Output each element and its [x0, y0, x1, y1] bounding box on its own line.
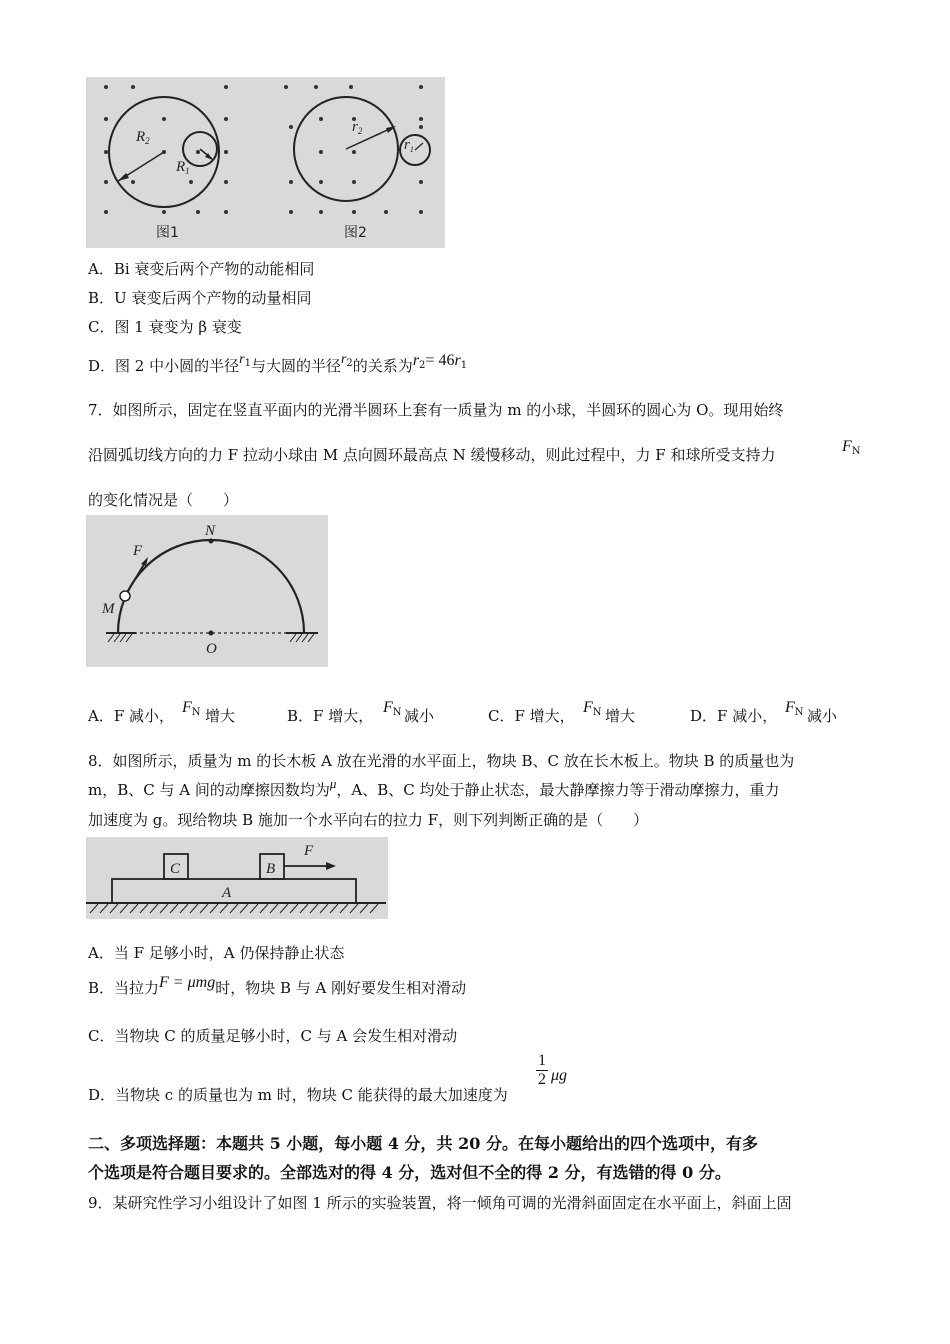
plank-blocks-figure: [86, 837, 388, 919]
field-dots: [104, 85, 423, 214]
q6-option-d: D．图 2 中小圆的半径$r^1$与大圆的半径$r^2$的关系为$r^2= 46r^1$: [88, 352, 468, 375]
q8-option-c: C．当物块 C 的质量足够小时，C 与 A 会发生相对滑动: [88, 1027, 458, 1045]
semicircle-diagram: [86, 515, 328, 667]
q8-option-a: A．当 F 足够小时，A 仍保持静止状态: [88, 944, 345, 962]
label-R1: $R_1$: [176, 159, 190, 176]
q7-option-b: B．F 增大，: [287, 707, 374, 725]
q7-option-a-tail: 增大: [205, 707, 236, 725]
q8-option-d: D．当物块 c 的质量也为 m 时，物块 C 能获得的最大加速度为: [88, 1086, 508, 1104]
label-R2: $R_2$: [136, 129, 150, 146]
point-N: [209, 539, 214, 544]
label-r2: $r_2$: [352, 119, 363, 136]
label-C: C: [170, 861, 181, 877]
point-O: [209, 631, 214, 636]
label-F: F: [304, 843, 314, 859]
q7-option-c: C．F 增大，: [488, 707, 575, 725]
section2-heading-line1: 二、多项选择题：本题共 5 小题，每小题 4 分，共 20 分。在每小题给出的四个选项中，有多: [88, 1134, 758, 1153]
q8-option-b: B．当拉力F = μmg时，物块 B 与 A 刚好要发生相对滑动: [88, 974, 467, 997]
magnetic-field-figure: [86, 77, 445, 248]
q7-option-c-tail: 增大: [605, 707, 636, 725]
q8-line1: 8．如图所示，质量为 m 的长木板 A 放在光滑的水平面上，物块 B、C 放在长木板上。物块 B 的质量也为: [88, 752, 795, 770]
semicircle-ring-figure: [86, 515, 328, 667]
decay-tracks-diagram: [86, 77, 445, 248]
semicircle-ring: [118, 540, 304, 633]
q7-option-d: D．F 减小，: [690, 707, 778, 725]
q7-option-d-FN: $F_N$: [785, 699, 804, 718]
label-N: N: [205, 523, 216, 539]
ball-M: [120, 591, 130, 601]
q7-line1: 7．如图所示，固定在竖直平面内的光滑半圆环上套有一质量为 m 的小球，半圆环的圆心为 O。现用始终: [88, 401, 784, 419]
q7-FN: $F_N$: [842, 438, 861, 457]
q6-option-b: B．U 衰变后两个产物的动量相同: [88, 289, 312, 307]
q8-line2: m，B、C 与 A 间的动摩擦因数均为μ，A、B、C 均处于静止状态，最大静摩擦力等于滑动摩擦力，重力: [88, 776, 780, 799]
section2-heading-line2: 个选项是符合题目要求的。全部选对的得 4 分，选对但不全的得 2 分，有选错的得 0 分。: [88, 1163, 731, 1182]
q7-line3: 的变化情况是（ ）: [88, 491, 239, 509]
label-F: F: [133, 543, 143, 559]
q7-option-b-FN: $F_N$: [383, 699, 402, 718]
fig1-caption: 图1: [156, 225, 179, 241]
q6-option-c: C．图 1 衰变为 β 衰变: [88, 318, 242, 336]
label-O: O: [206, 641, 217, 657]
q7-line2: 沿圆弧切线方向的力 F 拉动小球由 M 点向圆环最高点 N 缓慢移动，则此过程中，力 F 和球所受支持力: [88, 446, 776, 464]
q7-option-a: A．F 减小，: [88, 707, 175, 725]
fraction-one-half: 1 2: [538, 1052, 546, 1088]
label-A: A: [222, 885, 232, 901]
q8-line3: 加速度为 g。现给物块 B 施加一个水平向右的拉力 F，则下列判断正确的是（ ）: [88, 811, 649, 829]
plank-A: [112, 879, 356, 903]
force-F-arrow: [128, 561, 146, 591]
fig2-caption: 图2: [344, 225, 367, 241]
q7-option-c-FN: $F_N$: [583, 699, 602, 718]
plank-diagram: [86, 837, 388, 919]
q7-option-a-FN: $F_N$: [182, 699, 201, 718]
label-M: M: [102, 601, 115, 617]
label-B: B: [266, 861, 276, 877]
q9-line1: 9．某研究性学习小组设计了如图 1 所示的实验装置，将一倾角可调的光滑斜面固定在水平面上，斜面上固: [88, 1194, 792, 1212]
q7-option-b-tail: 减小: [404, 707, 435, 725]
q7-option-d-tail: 减小: [807, 707, 838, 725]
q6-option-a: A．Bi 衰变后两个产物的动能相同: [88, 260, 315, 278]
mu-g: μg: [551, 1067, 568, 1084]
label-r1: $r_1$: [404, 137, 414, 154]
